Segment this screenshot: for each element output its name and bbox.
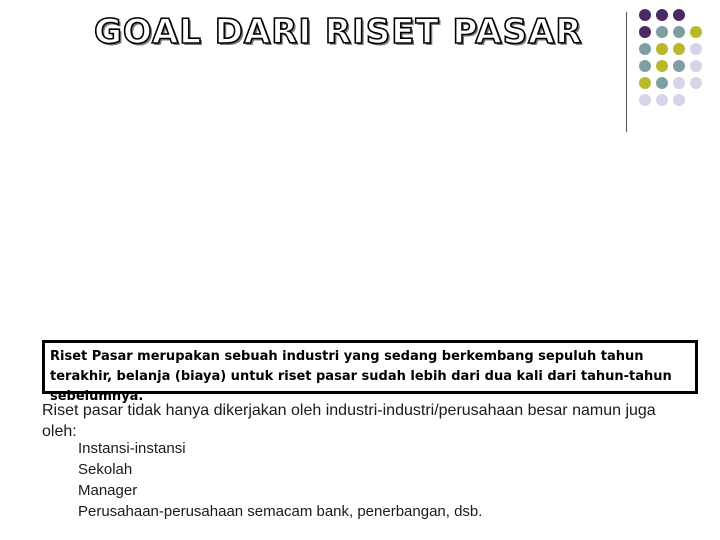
decor-dot (656, 26, 668, 38)
decor-dot (673, 77, 685, 89)
decor-dot (690, 60, 702, 72)
title-divider (626, 12, 627, 132)
decor-dot (639, 60, 651, 72)
bullet-list (78, 438, 482, 522)
decor-dot (656, 9, 668, 21)
decor-dot (639, 26, 651, 38)
decor-dot (690, 77, 702, 89)
list-item: Perusahaan-perusahaan semacam bank, penerbangan, dsb. (78, 503, 483, 520)
decor-dot (656, 94, 668, 106)
list-item: Sekolah (78, 461, 133, 478)
decor-dot (639, 77, 651, 89)
decor-dot (690, 43, 702, 55)
decor-dot (656, 77, 668, 89)
decor-dot (673, 43, 685, 55)
decor-dot (656, 60, 668, 72)
decor-dot (673, 9, 685, 21)
decor-dot (673, 94, 685, 106)
callout-text: Riset Pasar merupakan sebuah industri yang sedang berkembang sepuluh tahun terakhir, belanja (biaya) untuk riset pasar sudah lebih dari dua kali dari tahun-tahun sebelumnya. (50, 349, 672, 404)
list-item: Manager (78, 482, 138, 499)
decor-dot (690, 26, 702, 38)
decorative-dot-grid (639, 9, 720, 119)
decor-dot (656, 43, 668, 55)
body-paragraph: Riset pasar tidak hanya dikerjakan oleh industri-industri/perusahaan besar namun juga oleh: (42, 402, 656, 440)
callout-box (42, 340, 698, 404)
slide-title: GOAL DARI RISET PASAR (94, 12, 583, 52)
list-item: Instansi-instansi (78, 440, 186, 457)
decor-dot (673, 26, 685, 38)
decor-dot (639, 9, 651, 21)
decor-dot (673, 60, 685, 72)
decor-dot (639, 94, 651, 106)
decor-dot (639, 43, 651, 55)
